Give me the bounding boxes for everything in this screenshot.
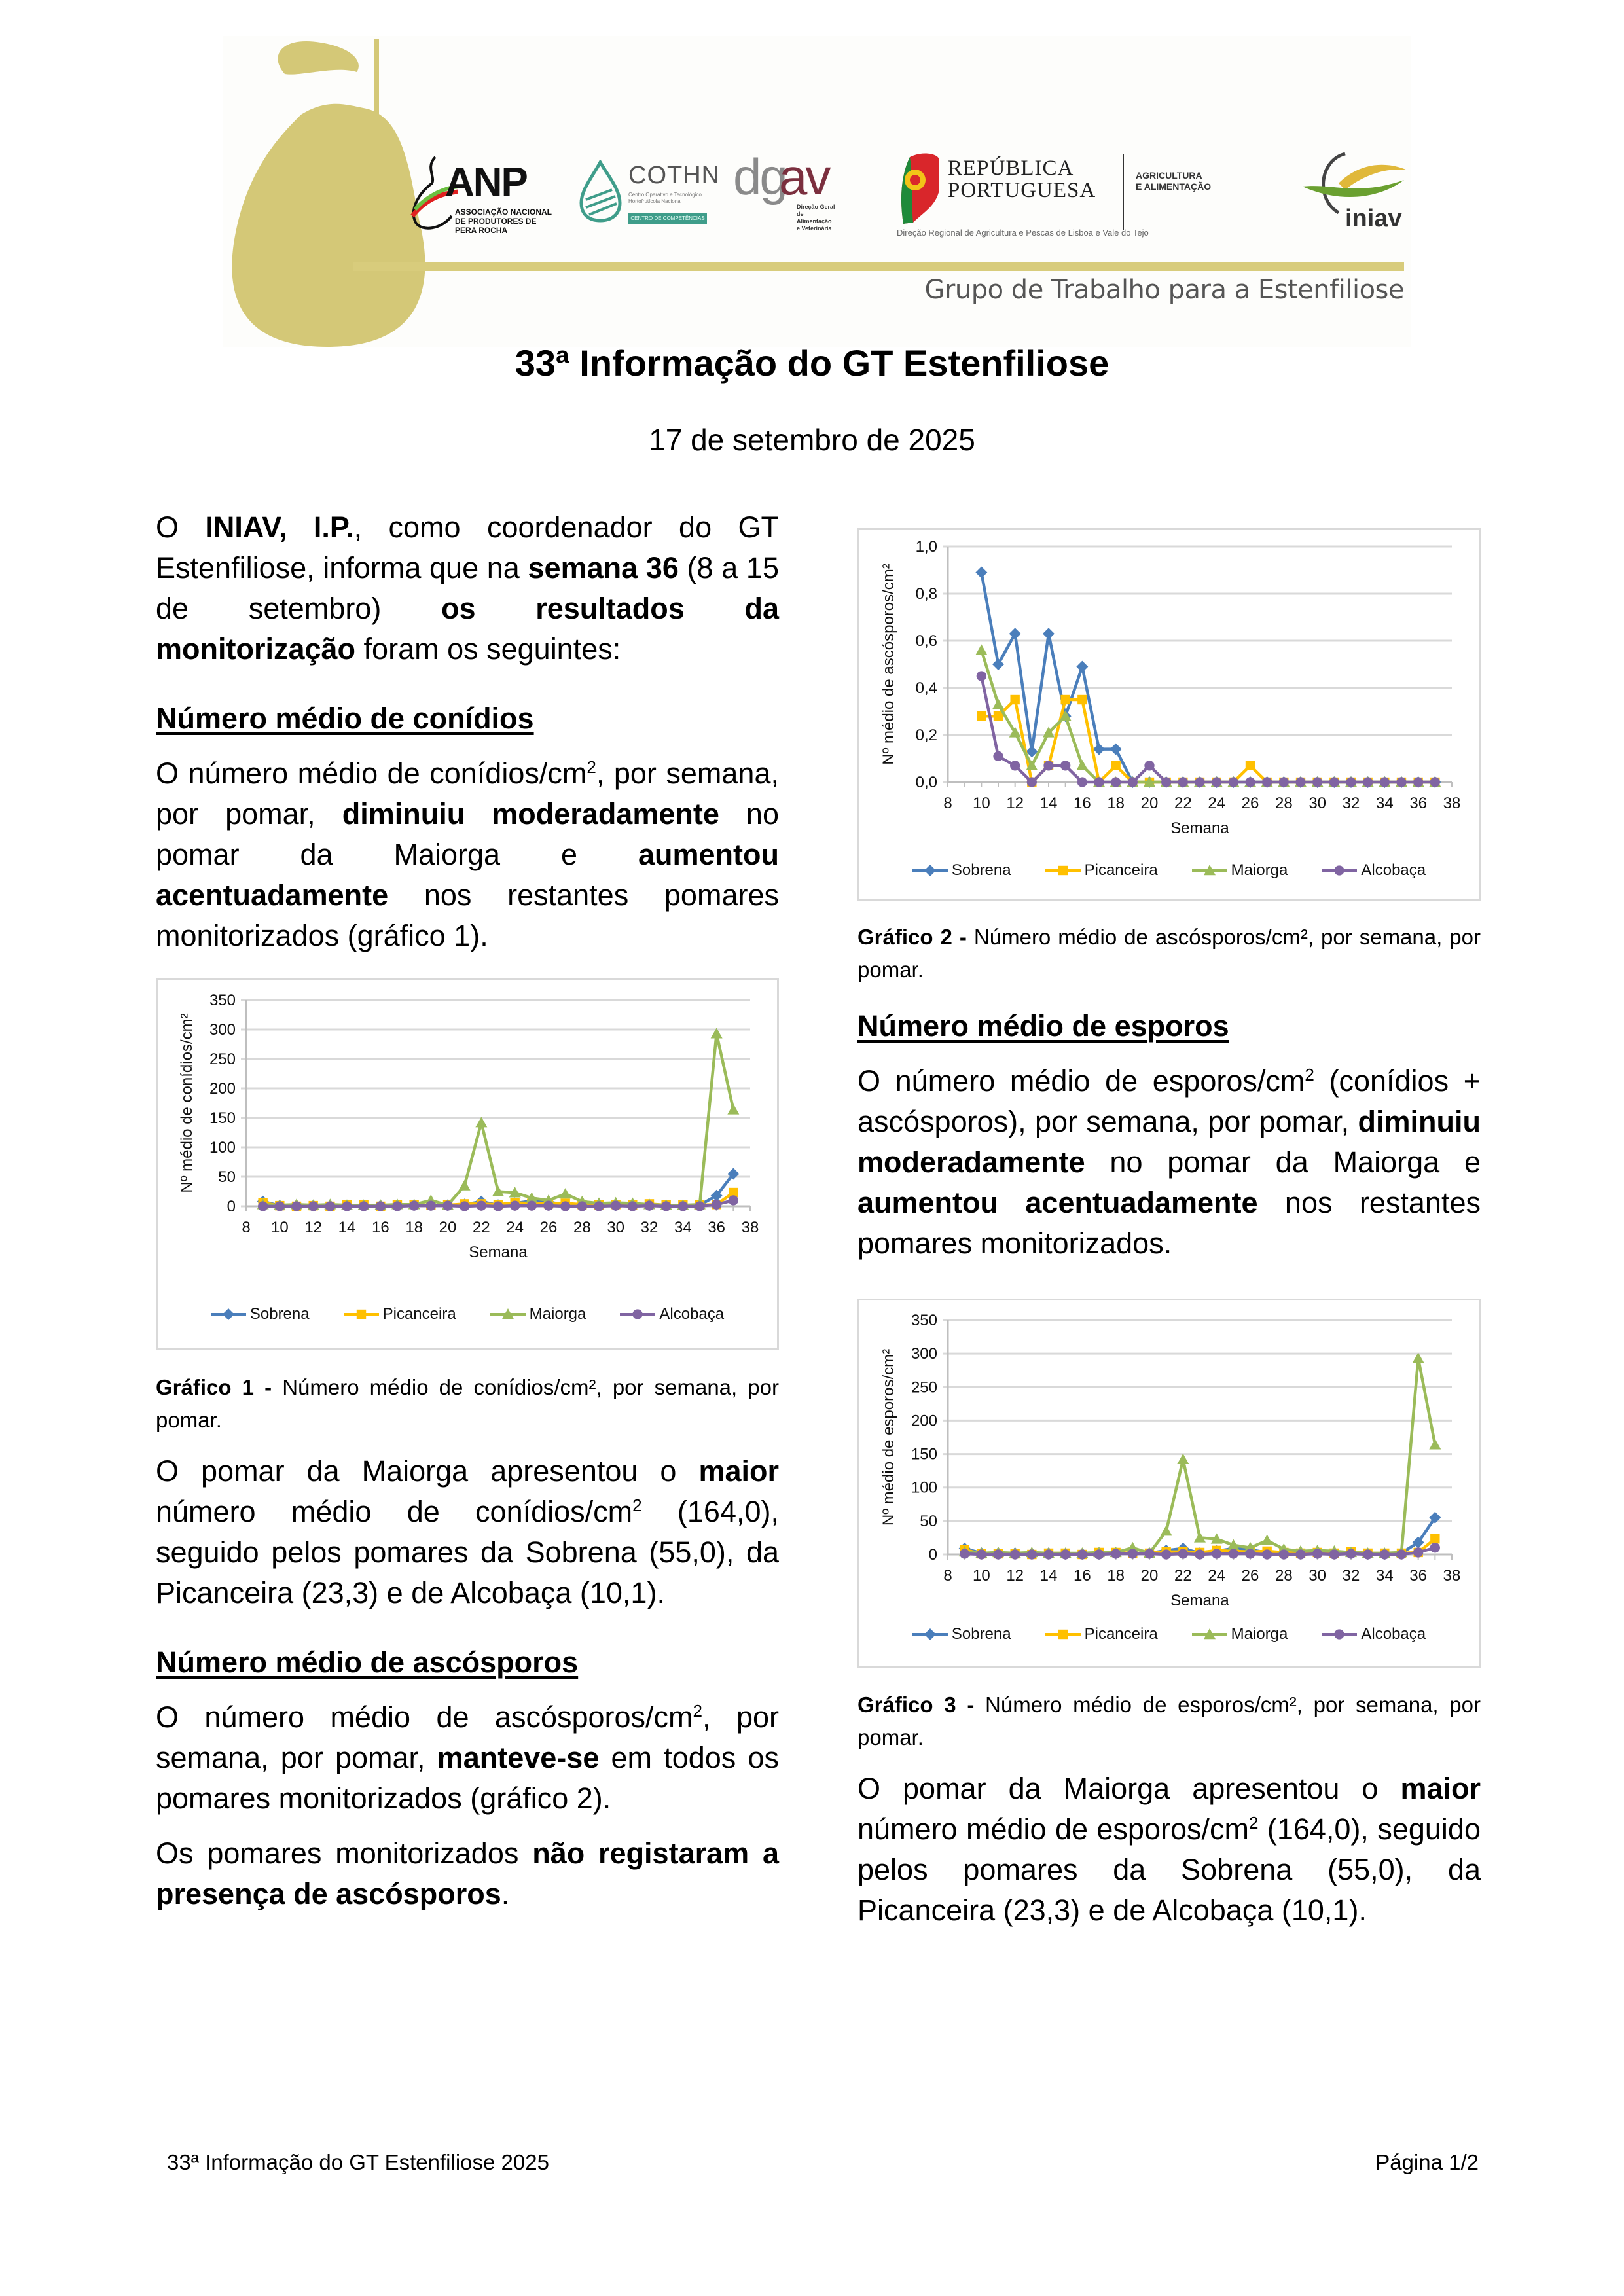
svg-text:34: 34 [674,1219,692,1236]
series-maiorga [959,1352,1441,1558]
svg-text:Semana: Semana [469,1244,528,1261]
portugal-flag-icon [897,151,943,226]
svg-text:Nº médio de conídios/cm²: Nº médio de conídios/cm² [178,1013,196,1193]
square-marker-icon [1045,1628,1081,1641]
svg-text:150: 150 [911,1445,937,1463]
svg-text:24: 24 [1208,795,1226,812]
chart-legend [859,861,1479,880]
svg-text:34: 34 [1375,1567,1394,1585]
svg-text:16: 16 [1073,1567,1091,1585]
svg-text:8: 8 [943,1567,952,1585]
footer-page-number: Página 1/2 [1375,2150,1479,2174]
dgav-logo: dg av Direção Geral de Alimentação e Veterinária [733,148,835,232]
banner-divider [353,262,1404,271]
svg-text:36: 36 [708,1219,726,1236]
svg-text:16: 16 [1073,795,1091,812]
left-column-bottom [156,1371,779,1929]
anp-line1: ASSOCIAÇÃO NACIONAL [455,207,552,217]
svg-text:38: 38 [741,1219,759,1236]
legend-item-picanceira: Picanceira [1045,1625,1158,1643]
svg-text:250: 250 [911,1378,937,1397]
section-heading-esporos: Número médio de esporos [857,1009,1229,1043]
svg-text:14: 14 [1039,795,1058,812]
svg-text:30: 30 [607,1219,625,1236]
circle-marker-icon [1322,864,1357,877]
svg-text:36: 36 [1409,1567,1428,1585]
svg-text:350: 350 [911,1312,937,1329]
series-sobrena [975,567,1441,788]
svg-text:24: 24 [506,1219,524,1236]
footer-document-title: 33ª Informação do GT Estenfiliose 2025 [167,2150,549,2174]
square-marker-icon [344,1308,379,1321]
svg-text:150: 150 [209,1109,236,1127]
caption-grafico-2: Gráfico 2 - Número médio de ascósporos/cm², por semana, por pomar. [857,925,1481,982]
republica-portuguesa-logo: REPÚBLICA PORTUGUESA AGRICULTURA E ALIMENTAÇÃO Direção Regional de Agricultura e Pescas de Lisboa e Vale do Tejo [897,151,1224,242]
square-marker-icon [1045,864,1081,877]
svg-text:26: 26 [1241,795,1259,812]
svg-text:18: 18 [1107,795,1125,812]
svg-text:22: 22 [1174,795,1192,812]
svg-text:0: 0 [928,1546,937,1564]
triangle-marker-icon [490,1308,526,1321]
legend-item-maiorga: Maiorga [1192,1625,1288,1643]
anp-logo: ANP ASSOCIAÇÃO NACIONAL DE PRODUTORES DE PERA ROCHA [406,154,556,232]
chart-legend [158,1304,777,1323]
svg-text:0,8: 0,8 [915,585,937,603]
svg-text:8: 8 [943,795,952,812]
triangle-marker-icon [1192,1628,1227,1641]
svg-text:38: 38 [1443,795,1461,812]
svg-text:18: 18 [1107,1567,1125,1585]
legend-item-alcobaça: Alcobaça [1322,1625,1426,1643]
chart-esporos [857,1299,1481,1668]
svg-text:38: 38 [1443,1567,1461,1585]
ascosporos-none-paragraph: Os pomares monitorizados não registaram a presença de ascósporos. [156,1837,780,1910]
svg-text:20: 20 [1140,795,1159,812]
section-heading-ascosporos: Número médio de ascósporos [156,1645,579,1679]
svg-text:32: 32 [1342,1567,1360,1585]
intro-paragraph: O INIAV, I.P., como coordenador do GT Estenfiliose, informa que na semana 36 (8 a 15 de setembro) os resultados da monitorização foram os seguintes: [156,511,780,666]
svg-text:12: 12 [304,1219,323,1236]
line-chart-grafico2 [859,530,1479,899]
svg-text:0,0: 0,0 [915,774,937,791]
section-heading-conidios: Número médio de conídios [156,702,534,735]
svg-text:14: 14 [1039,1567,1058,1585]
svg-text:50: 50 [218,1168,236,1186]
line-chart-grafico1 [158,980,777,1348]
svg-text:200: 200 [911,1412,937,1430]
conidios-paragraph: O número médio de conídios/$cm^2$, por semana, por pomar, diminuiu moderadamente no pomar da Maiorga e aumentou acentuadamente nos restantes pomares monitorizados (gráfico 1). [156,757,779,952]
esporos-max-paragraph: O pomar da Maiorga apresentou o maior número médio de esporos/$cm^2$ (164,0), seguido pelos pomares da Sobrena (55,0), da Picanceira (23,3) e de Alcobaça (10,1). [857,1772,1481,1927]
svg-text:350: 350 [209,992,236,1009]
svg-text:24: 24 [1208,1567,1226,1585]
svg-text:0,6: 0,6 [915,632,937,650]
line-chart-grafico3 [859,1300,1479,1666]
page-date: 17 de setembro de 2025 [649,423,975,457]
svg-text:10: 10 [972,795,990,812]
svg-text:10: 10 [270,1219,289,1236]
legend-item-alcobaça: Alcobaça [620,1305,724,1323]
svg-text:18: 18 [405,1219,424,1236]
header-banner [223,36,1411,347]
svg-text:30: 30 [1308,1567,1327,1585]
svg-text:12: 12 [1006,795,1024,812]
series-alcobaça [960,1543,1440,1560]
circle-marker-icon [620,1308,655,1321]
ascosporos-paragraph: O número médio de ascósporos/$cm^2$, por semana, por pomar, manteve-se em todos os pomares monitorizados (gráfico 2). [156,1700,779,1815]
svg-text:100: 100 [911,1479,937,1497]
page-title: 33ª Informação do GT Estenfiliose [514,342,1110,384]
svg-text:0: 0 [226,1198,236,1215]
left-column-top [156,507,779,971]
svg-text:28: 28 [1274,795,1293,812]
svg-text:26: 26 [539,1219,558,1236]
svg-text:Nº médio de ascósporos/cm²: Nº médio de ascósporos/cm² [880,564,897,765]
caption-grafico-1: Gráfico 1 - Número médio de conídios/cm², por semana, por pomar. [156,1375,779,1432]
legend-item-maiorga: Maiorga [490,1305,586,1323]
circle-marker-icon [1322,1628,1357,1641]
svg-text:16: 16 [371,1219,389,1236]
svg-text:100: 100 [209,1139,236,1157]
svg-text:300: 300 [209,1021,236,1039]
svg-text:20: 20 [1140,1567,1159,1585]
svg-text:20: 20 [439,1219,457,1236]
svg-text:28: 28 [573,1219,591,1236]
svg-text:1,0: 1,0 [915,538,937,556]
cothn-logo: COTHN Centro Operativo e Tecnológico Hortofrutícola Nacional CENTRO DE COMPETÊNCIAS [579,154,710,232]
anp-line2: DE PRODUTORES DE PERA ROCHA [455,217,537,235]
svg-text:8: 8 [242,1219,251,1236]
svg-text:Semana: Semana [1170,819,1229,837]
svg-text:28: 28 [1274,1567,1293,1585]
diamond-marker-icon [211,1308,246,1321]
svg-text:30: 30 [1308,795,1327,812]
svg-text:14: 14 [338,1219,356,1236]
svg-text:32: 32 [1342,795,1360,812]
svg-text:300: 300 [911,1345,937,1363]
chart-ascosporos [857,528,1481,901]
logo-separator [1123,154,1124,230]
svg-text:250: 250 [209,1050,236,1068]
cothn-drop-icon [579,160,622,223]
series-picanceira [977,695,1439,787]
svg-text:26: 26 [1241,1567,1259,1585]
svg-text:0,2: 0,2 [915,726,937,744]
svg-text:200: 200 [209,1080,236,1098]
svg-text:50: 50 [920,1512,937,1530]
triangle-marker-icon [1192,864,1227,877]
banner-subtitle: Grupo de Trabalho para a Estenfiliose [924,275,1404,305]
legend-item-sobrena: Sobrena [211,1305,310,1323]
diamond-marker-icon [912,1628,948,1641]
iniav-logo: iniav [1299,147,1411,245]
right-column-middle [857,921,1481,1278]
svg-text:36: 36 [1409,795,1428,812]
svg-text:10: 10 [972,1567,990,1585]
legend-item-picanceira: Picanceira [344,1305,456,1323]
esporos-paragraph: O número médio de esporos/$cm^2$ (conídios + ascósporos), por semana, por pomar, diminuiu moderadamente no pomar da Maiorga e aumentou acentuadamente nos restantes pomares monitorizados. [857,1064,1481,1260]
chart-conidios [156,978,779,1350]
svg-text:22: 22 [1174,1567,1192,1585]
legend-item-alcobaça: Alcobaça [1322,861,1426,880]
legend-item-picanceira: Picanceira [1045,861,1158,880]
caption-grafico-3: Gráfico 3 - Número médio de esporos/cm², por semana, por pomar. [857,1693,1481,1749]
svg-text:12: 12 [1006,1567,1024,1585]
svg-text:34: 34 [1375,795,1394,812]
right-column-bottom [857,1689,1481,1945]
legend-item-sobrena: Sobrena [912,861,1011,880]
svg-text:22: 22 [472,1219,490,1236]
svg-text:32: 32 [640,1219,659,1236]
series-alcobaça [258,1195,738,1211]
svg-text:0,4: 0,4 [915,679,937,697]
chart-legend [859,1624,1479,1643]
legend-item-maiorga: Maiorga [1192,861,1288,880]
legend-item-sobrena: Sobrena [912,1625,1011,1643]
diamond-marker-icon [912,864,948,877]
svg-text:Semana: Semana [1170,1592,1229,1609]
conidios-max-paragraph: O pomar da Maiorga apresentou o maior número médio de conídios/$cm^2$ (164,0), seguido pelos pomares da Sobrena (55,0), da Picanceira (23,3) e de Alcobaça (10,1). [156,1454,779,1609]
svg-text:Nº médio de esporos/cm²: Nº médio de esporos/cm² [880,1348,897,1526]
